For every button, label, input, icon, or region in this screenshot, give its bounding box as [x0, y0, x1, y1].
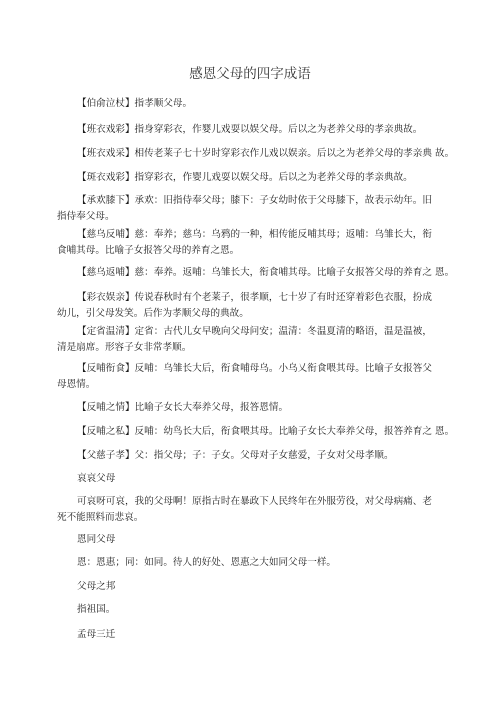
paragraph-line: 食哺其母。比喻子女报答父母的养育之恩。	[57, 244, 240, 256]
paragraph	[57, 96, 437, 112]
paragraph-line: 【定省温清】定省：古代儿女早晚向父母问安；温清：冬温夏清的略语，温是温被，	[77, 326, 432, 337]
paragraph-line: 幼儿，引父母发笑。后作为孝顺父母的典故。	[57, 307, 249, 319]
paragraph	[57, 579, 437, 595]
paragraph	[57, 122, 437, 138]
paragraph-line: 【彩衣娱亲】传说春秋时有个老莱子，很孝顺，七十岁了有时还穿着彩色衣服，扮成	[77, 292, 432, 303]
paragraph-line: 母恩情。	[57, 378, 96, 390]
paragraph	[57, 227, 437, 258]
paragraph-line: 【慈乌反哺】慈：奉养；慈乌：乌鸦的一种，相传能反哺其母；返哺：乌雏长大，衔	[77, 229, 432, 240]
paragraph-line: 清是扇席。形容子女非常孝顺。	[57, 341, 192, 353]
paragraph-line: 哀哀父母	[77, 473, 116, 484]
paragraph-line: 指侍奉父母。	[57, 210, 115, 222]
paragraph	[57, 290, 437, 321]
paragraph-line: 【反哺之情】比喻子女长大奉养父母，报答恩情。	[77, 402, 289, 413]
paragraph	[57, 471, 437, 487]
paragraph-line: 可哀呀可哀，我的父母啊！原指古时在暴政下人民终年在外服劳役，对父母病痛、老	[77, 496, 432, 507]
paragraph-line: 【班衣戏采】相传老莱子七十岁时穿彩衣作儿戏以娱亲。后以之为老养父母的孝亲典 故。	[77, 148, 455, 159]
paragraph-line: 死不能照料而悲哀。	[57, 511, 144, 523]
paragraph	[57, 193, 437, 224]
document-title: 感恩父母的四字成语	[189, 66, 311, 82]
paragraph	[57, 324, 437, 355]
paragraph-line: 【班衣戏彩】指身穿彩衣，作婴儿戏耍以娱父母。后以之为老养父母的孝亲典故。	[77, 124, 423, 135]
paragraph	[57, 602, 437, 618]
paragraph-line: 指祖国。	[77, 604, 116, 615]
paragraph	[57, 448, 437, 464]
paragraph	[57, 265, 455, 281]
paragraph	[57, 424, 455, 440]
paragraph	[57, 627, 437, 643]
paragraph-line: 孟母三迁	[77, 629, 116, 640]
paragraph	[57, 555, 437, 571]
paragraph-line: 恩：恩惠；同：如同。待人的好处、恩惠之大如同父母一样。	[77, 557, 337, 568]
paragraph	[57, 146, 455, 162]
paragraph	[57, 532, 437, 548]
paragraph-line: 恩同父母	[77, 534, 116, 545]
paragraph-line: 【斑衣戏彩】指穿彩衣，作婴儿戏耍以娱父母。后以之为老养父母的孝亲典故。	[77, 172, 413, 183]
paragraph-line: 父母之邦	[77, 581, 116, 592]
paragraph-line: 【父慈子孝】父：指父母；子：子女。父母对子女慈爱，子女对父母孝顺。	[77, 450, 394, 461]
paragraph-line: 【反哺衔食】反哺：乌雏长大后，衔食哺母乌。小乌乂衔食喂其母。比喻子女报答父	[77, 363, 432, 374]
paragraph-line: 【伯俞泣杖】指孝顺父母。	[77, 98, 193, 109]
paragraph-line: 【承欢膝下】承欢：旧指侍奉父母；膝下：子女幼时依于父母膝下，故表示幼年。旧	[77, 195, 432, 206]
paragraph	[57, 400, 437, 416]
paragraph	[57, 361, 437, 392]
paragraph-line: 【反哺之私】反哺：幼鸟长大后，衔食喂其母。比喻子女长大奉养父母，报答养育之 恩。	[77, 426, 455, 437]
paragraph-line: 【慈乌返哺】慈：奉养。返哺：乌雏长大，衔食哺其母。比喻子女报答父母的养育之 恩。	[77, 267, 455, 278]
paragraph	[57, 170, 437, 186]
paragraph	[57, 494, 437, 525]
